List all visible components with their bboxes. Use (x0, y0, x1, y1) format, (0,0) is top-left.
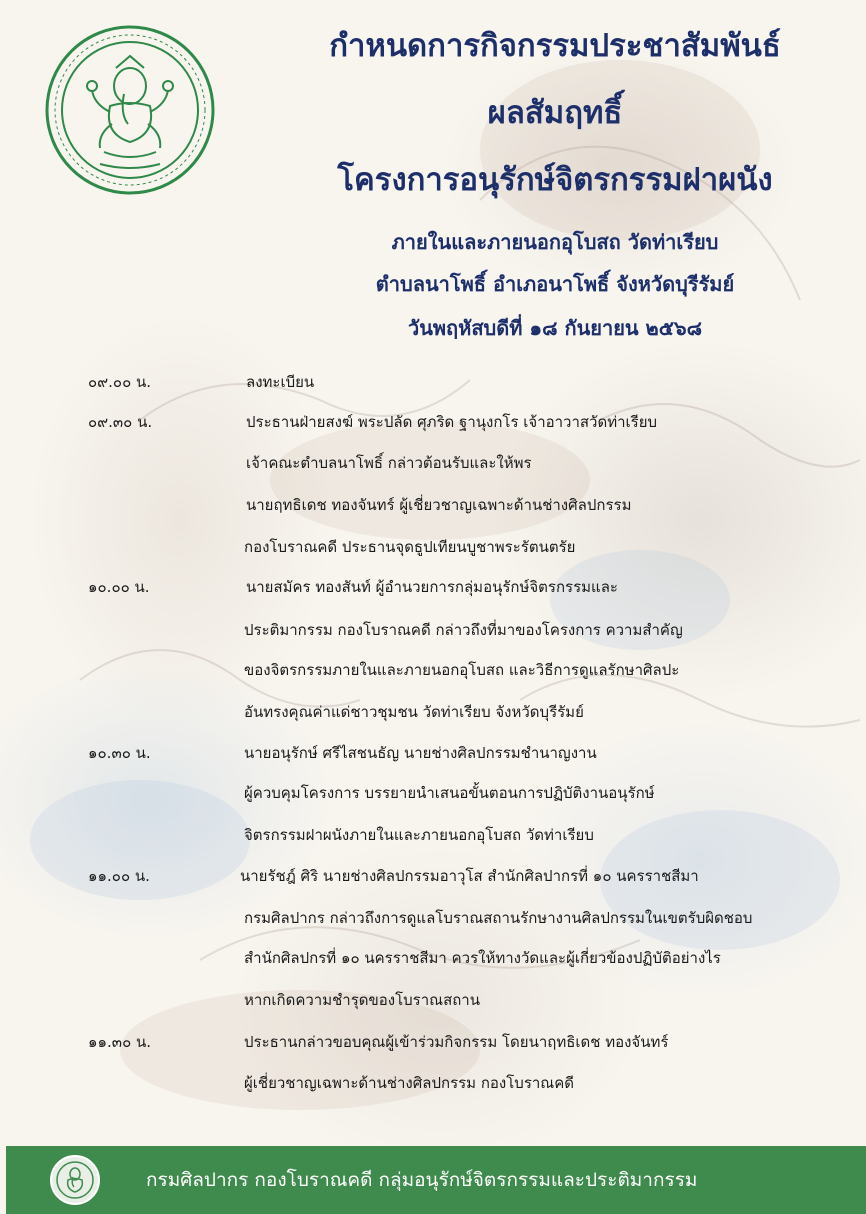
schedule-line: ผู้ควบคุมโครงการ บรรยายนำเสนอขั้นตอนการปฏิบัติงานอนุรักษ์ (244, 784, 655, 802)
ganesha-seal-icon (28, 24, 232, 196)
schedule-line: สำนักศิลปกรที่ ๑๐ นครราชสีมา ควรให้ทางวัดและผู้เกี่ยวข้องปฏิบัติอย่างไร (244, 949, 721, 967)
schedule-time: ๐๙.๓๐ น. (88, 413, 153, 431)
emblem-logo (28, 24, 232, 196)
schedule-time: ๑๑.๐๐ น. (88, 867, 150, 885)
schedule-line: นายฤทธิเดช ทองจันทร์ ผู้เชี่ยวชาญเฉพาะด้านช่างศิลปกรรม (246, 496, 632, 514)
footer-department-text: กรมศิลปากร กองโบราณคดี กลุ่มอนุรักษ์จิตรกรรมและประติมากรรม (146, 1169, 698, 1191)
schedule-time: ๑๐.๓๐ น. (88, 744, 151, 762)
schedule-line: ประธานกล่าวขอบคุณผู้เข้าร่วมกิจกรรม โดยนาฤทธิเดช ทองจันทร์ (244, 1033, 669, 1051)
title-line-3: โครงการอนุรักษ์จิตรกรรมฝาผนัง (337, 162, 773, 198)
schedule-line: อันทรงคุณค่าแด่ชาวชุมชน วัดท่าเรียบ จังหวัดบุรีรัมย์ (244, 703, 584, 721)
schedule-line: นายรัชฎ์ ศิริ นายช่างศิลปกรรมอาวุโส สำนักศิลปากรที่ ๑๐ นครราชสีมา (240, 867, 699, 885)
footer-bar (6, 1146, 866, 1214)
schedule-line: ประธานฝ่ายสงฆ์ พระปลัด ศุภริด ฐานุงกโร เจ้าอาวาสวัดท่าเรียบ (246, 413, 658, 431)
schedule-line: ของจิตรกรรมภายในและภายนอกอุโบสถ และวิธีการดูแลรักษาศิลปะ (244, 661, 680, 679)
ganesha-seal-icon (46, 1154, 104, 1206)
title-line-1: กำหนดการกิจกรรมประชาสัมพันธ์ (329, 28, 781, 64)
schedule-line: กรมศิลปากร กล่าวถึงการดูแลโบราณสถานรักษางานศิลปกรรมในเขตรับผิดชอบ (244, 909, 753, 927)
subtitle-line-2: ตำบลนาโพธิ์ อำเภอนาโพธิ์ จังหวัดบุรีรัมย์ (375, 272, 735, 296)
schedule-line: นายสมัคร ทองสันท์ ผู้อำนวยการกลุ่มอนุรักษ์จิตรกรรมและ (246, 578, 618, 596)
schedule-time: ๑๐.๐๐ น. (88, 578, 150, 596)
schedule-line: นายอนุรักษ์ ศรีไสชนธัญ นายช่างศิลปกรรมชำนาญงาน (244, 744, 597, 762)
schedule-line: ผู้เชี่ยวชาญเฉพาะด้านช่างศิลปกรรม กองโบราณคดี (244, 1074, 574, 1092)
schedule-line: เจ้าคณะตำบลนาโพธิ์ กล่าวต้อนรับและให้พร (246, 454, 532, 472)
title-line-2: ผลสัมฤทธิ์ (487, 95, 623, 131)
footer-emblem (46, 1154, 104, 1206)
schedule-line: ประติมากรรม กองโบราณคดี กล่าวถึงที่มาของโครงการ ความสำคัญ (244, 621, 683, 639)
subtitle-line-3: วันพฤหัสบดีที่ ๑๘ กันยายน ๒๕๖๘ (407, 316, 703, 340)
schedule-line: หากเกิดความชำรุดของโบราณสถาน (244, 991, 480, 1009)
schedule-time: ๐๙.๐๐ น. (88, 373, 152, 391)
schedule-time: ๑๑.๓๐ น. (88, 1033, 152, 1051)
schedule-line: จิตรกรรมฝาผนังภายในและภายนอกอุโบสถ วัดท่าเรียบ (244, 826, 594, 844)
schedule-line: กองโบราณคดี ประธานจุดธูปเทียนบูชาพระรัตนตรัย (244, 538, 576, 556)
subtitle-line-1: ภายในและภายนอกอุโบสถ วัดท่าเรียบ (391, 230, 719, 254)
schedule-line: ลงทะเบียน (246, 373, 315, 391)
